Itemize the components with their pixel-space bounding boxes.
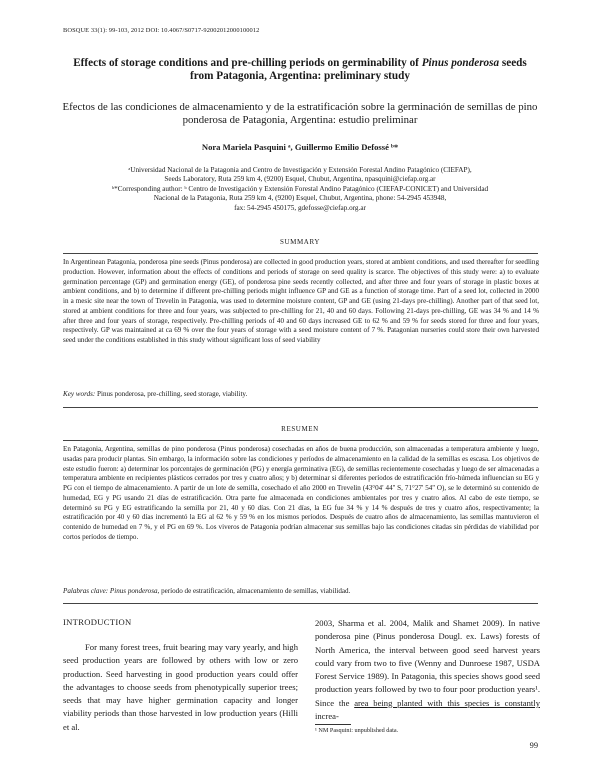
- introduction-heading: INTRODUCTION: [63, 617, 132, 627]
- left-column: [63, 617, 298, 734]
- intro-paragraph: For many forest trees, fruit bearing may vary yearly, and high seed production years are followed by others with low or zero production. Seed harvesting in good production years could offer the advantages to choose seeds from phenotypically superior trees; seeds that may have higher germination capacity and longer viability periods than those harvested in low production years (Hilli et al.: [63, 642, 298, 732]
- affiliation-line: fax: 54-2945 450175, gdefosse@ciefap.org.ar: [234, 203, 366, 212]
- divider: [63, 407, 538, 408]
- palabras-clave-text: , período de estratificación, almacenamiento de semillas, viabilidad.: [157, 587, 351, 595]
- affiliations: [62, 166, 538, 213]
- title-part-2: seeds from Patagonia, Argentina: preliminary study: [190, 57, 527, 82]
- intro-paragraph-continued: [315, 617, 540, 723]
- article-title: [62, 57, 538, 83]
- divider: [63, 253, 538, 254]
- summary-keywords: [63, 390, 247, 398]
- footnote-divider: [315, 724, 351, 725]
- authors: Nora Mariela Pasquini ᵃ, Guillermo Emilio Defossé ᵇ*: [201, 142, 399, 152]
- resumen-text: En Patagonia, Argentina, semillas de pino ponderosa (Pinus ponderosa) cosechadas en años de buena producción, son almacenadas a temperatura ambiente y luego, usadas para producir plantas. Sin embargo, la información sobre las condiciones y períodos de almacenamiento en la calidad de la semillas es escasa. Los objetivos de este estudio fueron: a) determinar los porcentajes de germinación (PG) y energía germinativa (EG), de semillas recientemente cosechadas y luego de ser almacenadas a temperatura ambiente en recipientes plásticos cerrados por tres y cuatro años; y b) determinar si diferentes períodos de estratificación frío-húmeda influencian su EG y PG con el tiempo de almacenamiento. A partir de un lote de semilla, cosechado el año 2000 en Trevelin (43°04' 44'' S, 71°27' 54'' O), se le determinó su contenido de humedad, EG y PG usando 21 días de estratificación. Otra parte fue almacenada en condiciones ambientales por tres y cuatro años. Al cabo de este tiempo, se determinó su PG y EG estratificando la semilla por 21, 40 y 60 días. Con 21 días, la EG fue 34 % y 14 % después de tres y cuatro años, respectivamente; la estratificación por 40 y 60 días incrementó la EG al 62 % y 59 % en los mismos períodos. Después de cuatro años de almacenamiento, las semillas mantuvieron el contenido de humedad en 7 %, y el PG en 69 %. Los viveros de Patagonia podrían almacenar sus semillas bajo las condiciones citadas sin pérdidas de viabilidad por cortos períodos de tiempo.: [63, 445, 539, 541]
- resumen-keywords: [63, 587, 350, 595]
- divider: [63, 440, 538, 441]
- affiliation-line: ᵇ*Corresponding author: ᵇ Centro de Investigación y Extensión Forestal Andino Patagónico (CIEFAP-CONICET) and Universidad: [111, 184, 489, 193]
- footnote: ¹ NM Pasquini: unpublished data.: [315, 727, 399, 735]
- resumen-heading: RESUMEN: [281, 425, 319, 433]
- title-part-1: Effects of storage conditions and pre-chilling periods on germinability of: [73, 57, 422, 69]
- affiliation-line: ᵃUniversidad Nacional de la Patagonia and Centro de Investigación y Extensión Forestal Andino Patagónico (CIEFAP),: [128, 166, 472, 174]
- page-number: 99: [529, 741, 538, 750]
- divider: [63, 603, 538, 604]
- summary-text: In Argentinean Patagonia, ponderosa pine seeds (Pinus ponderosa) are collected in good production years, stored at ambient conditions, and used thereafter for seedling production. However, information about the effects of conditions and periods of storage on seed quality is scarce. The objectives of this study were: a) to evaluate germination percentage (GP) and germination energy (GE), of ponderosa pine seeds recently collected, and after three and four years of storage in plastic boxes at ambient conditions, and b) to determine if different pre-chilling periods might influence GP and GE as a function of storage time. Part of a seed lot, collected in 2000 in a mesic site near the town of Trevelin in Patagonia, was used to determine moisture content, GP and GE (using 21-days pre-chilling). Another part of that seed lot, stored at ambient conditions for three and four years, was subjected to pre-chilling for 21, 40 and 60 days. Following 21-days pre-chilling, GE was 34 % and 14 % after three and four years of storage, respectively. Pre-chilling periods of 40 and 60 days increased GE to 62 % and 59 % for seeds stored for three and four years, respectively. GP was maintained at ca 69 % over the four years of storage with a seed moisture content of 7 %. Patagonian nurseries could store their own harvested seed under the conditions established in this study without significant loss of seed viability: [63, 258, 539, 344]
- affiliation-line: Nacional de la Patagonia, Ruta 259 km 4, (9200) Esquel, Chubut, Argentina, phone: 54-2945 453948,: [153, 194, 447, 203]
- affiliation-line: Seeds Laboratory, Ruta 259 km 4, (9200) Esquel, Chubut, Argentina, npasquini@ciefap.org.ar: [164, 175, 436, 184]
- keywords-text: Pinus ponderosa, pre-chilling, seed storage, viability.: [97, 390, 248, 398]
- running-header: BOSQUE 33(1): 99-103, 2012 DOI: 10.4067/S0717-92002012000100012: [63, 27, 260, 34]
- keywords-label: Key words:: [63, 390, 96, 398]
- summary-heading: SUMMARY: [280, 238, 320, 246]
- title-species: Pinus ponderosa: [421, 57, 500, 69]
- palabras-clave-label: Palabras clave:: [63, 587, 109, 595]
- intro-text-part: 2003, Sharma et al. 2004, Malik and Shamet 2009). In native ponderosa pine (Pinus ponderosa Dougl. ex. Laws) forests of North America, the interval between good seed harvest years could vary from two to five (Wenny and Dunroese 1987, USDA Forest Service 1989). In Patagonia, this species shows good seed production years followed by two to four poor production years¹. Since the: [315, 618, 540, 708]
- palabras-clave-species: Pinus ponderosa: [109, 587, 158, 595]
- intro-text-underlined: area being planted with this species is constantly: [354, 697, 540, 708]
- article-title-spanish: Efectos de las condiciones de almacenamiento y de la estratificación sobre la germinación de semillas de pino ponderosa de Patagonia, Argentina: estudio preliminar: [62, 101, 538, 126]
- right-column: [315, 617, 540, 734]
- intro-text-part: increa-: [315, 711, 339, 722]
